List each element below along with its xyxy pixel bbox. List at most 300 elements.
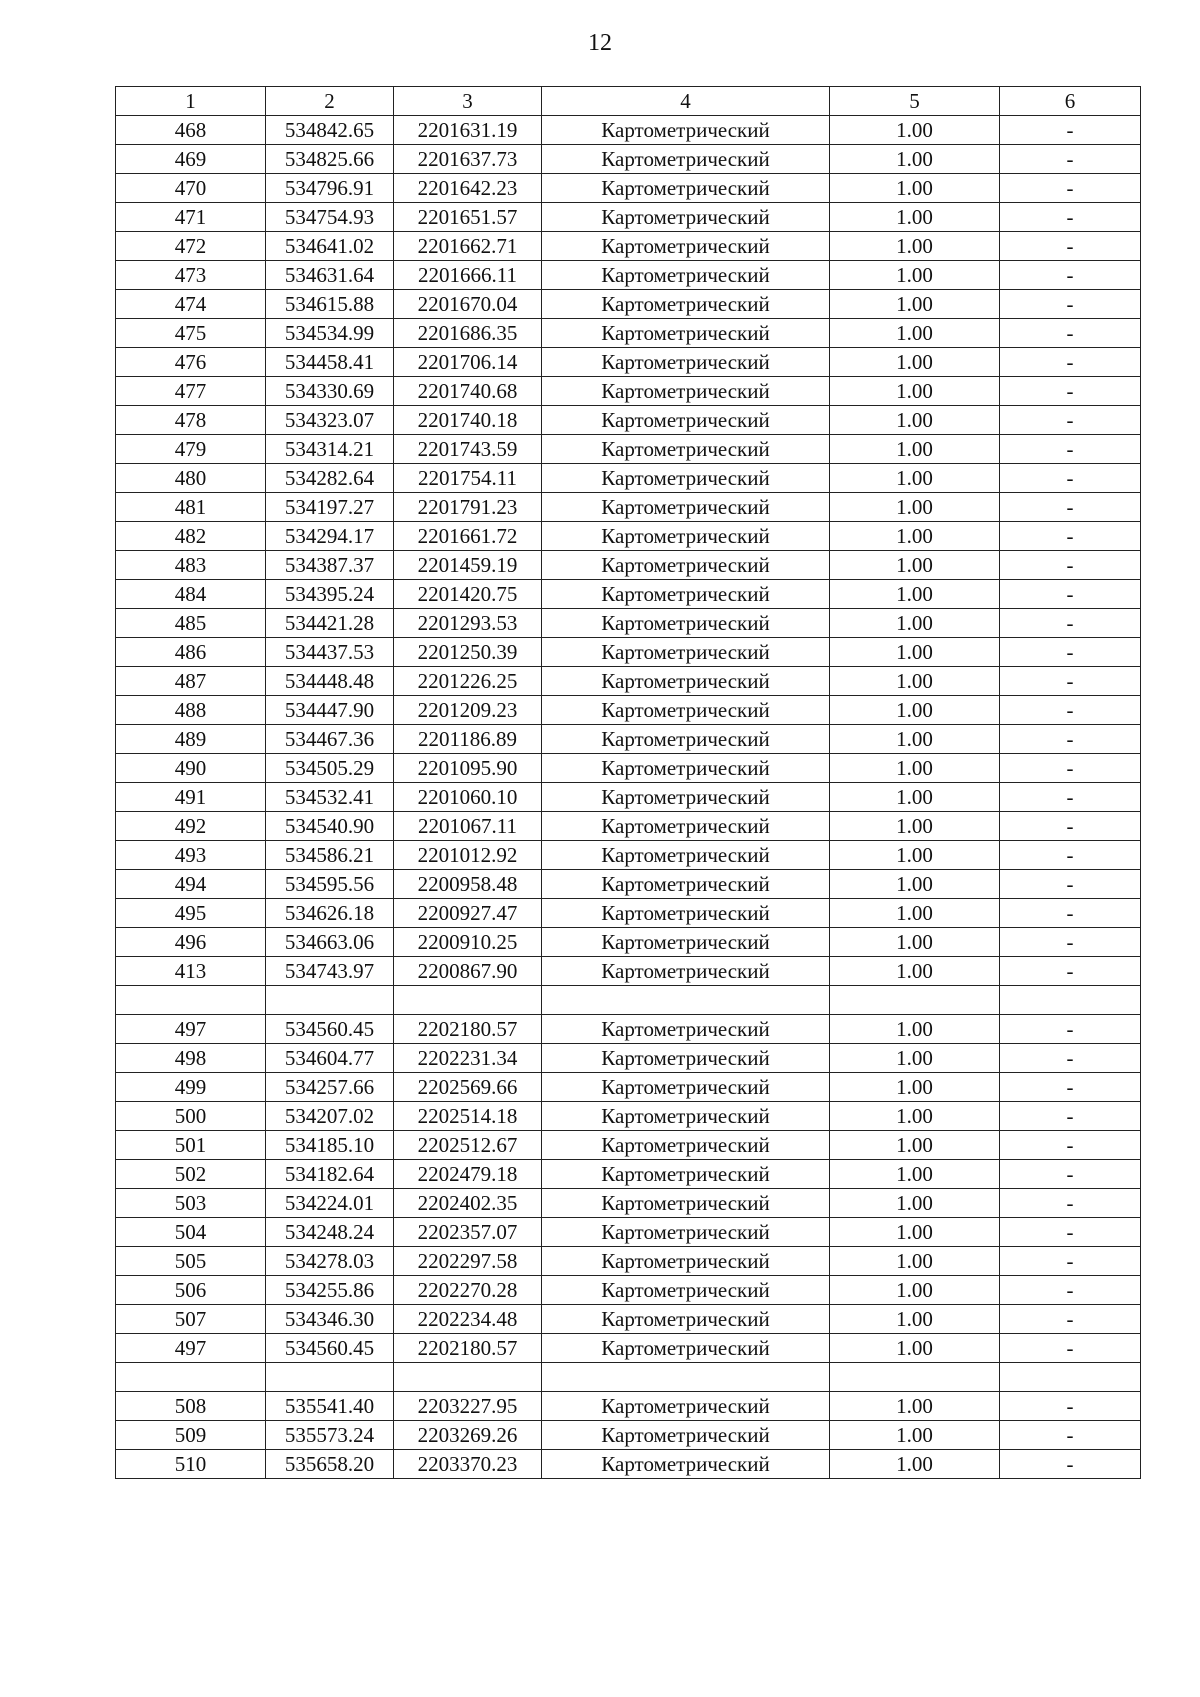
method-cell: Картометрический bbox=[542, 551, 830, 580]
x-coordinate-cell: 534467.36 bbox=[266, 725, 394, 754]
method-cell: Картометрический bbox=[542, 754, 830, 783]
point-number-cell: 478 bbox=[116, 406, 266, 435]
x-coordinate-cell: 534314.21 bbox=[266, 435, 394, 464]
accuracy-cell: 1.00 bbox=[830, 116, 1000, 145]
y-coordinate-cell: 2201420.75 bbox=[394, 580, 542, 609]
point-number-cell: 490 bbox=[116, 754, 266, 783]
accuracy-cell: 1.00 bbox=[830, 464, 1000, 493]
accuracy-cell: 1.00 bbox=[830, 812, 1000, 841]
method-cell: Картометрический bbox=[542, 1044, 830, 1073]
accuracy-cell: 1.00 bbox=[830, 957, 1000, 986]
table-row bbox=[116, 1044, 1141, 1073]
point-number-cell: 498 bbox=[116, 1044, 266, 1073]
table-row bbox=[116, 638, 1141, 667]
y-coordinate-cell: 2202297.58 bbox=[394, 1247, 542, 1276]
point-number-cell: 503 bbox=[116, 1189, 266, 1218]
table-row bbox=[116, 464, 1141, 493]
accuracy-cell: 1.00 bbox=[830, 1044, 1000, 1073]
method-cell: Картометрический bbox=[542, 203, 830, 232]
point-number-cell: 501 bbox=[116, 1131, 266, 1160]
y-coordinate-cell: 2202357.07 bbox=[394, 1218, 542, 1247]
accuracy-cell: 1.00 bbox=[830, 261, 1000, 290]
table-row bbox=[116, 174, 1141, 203]
point-number-cell: 472 bbox=[116, 232, 266, 261]
point-number-cell: 487 bbox=[116, 667, 266, 696]
x-coordinate-cell: 534825.66 bbox=[266, 145, 394, 174]
y-coordinate-cell: 2201250.39 bbox=[394, 638, 542, 667]
method-cell: Картометрический bbox=[542, 522, 830, 551]
header-cell-3: 3 bbox=[394, 87, 542, 116]
table-row bbox=[116, 725, 1141, 754]
description-cell: - bbox=[1000, 870, 1141, 899]
point-number-cell: 499 bbox=[116, 1073, 266, 1102]
accuracy-cell: 1.00 bbox=[830, 1305, 1000, 1334]
description-cell: - bbox=[1000, 319, 1141, 348]
point-number-cell: 500 bbox=[116, 1102, 266, 1131]
method-cell: Картометрический bbox=[542, 377, 830, 406]
y-coordinate-cell: 2200867.90 bbox=[394, 957, 542, 986]
method-cell: Картометрический bbox=[542, 638, 830, 667]
method-cell: Картометрический bbox=[542, 580, 830, 609]
y-coordinate-cell: 2202270.28 bbox=[394, 1276, 542, 1305]
method-cell: Картометрический bbox=[542, 1305, 830, 1334]
description-cell: - bbox=[1000, 928, 1141, 957]
y-coordinate-cell: 2201642.23 bbox=[394, 174, 542, 203]
point-number-cell: 508 bbox=[116, 1392, 266, 1421]
x-coordinate-cell: 534586.21 bbox=[266, 841, 394, 870]
y-coordinate-cell: 2203227.95 bbox=[394, 1392, 542, 1421]
point-number-cell: 470 bbox=[116, 174, 266, 203]
description-cell: - bbox=[1000, 1073, 1141, 1102]
table-row bbox=[116, 522, 1141, 551]
accuracy-cell: 1.00 bbox=[830, 899, 1000, 928]
description-cell: - bbox=[1000, 551, 1141, 580]
point-number-cell: 493 bbox=[116, 841, 266, 870]
y-coordinate-cell: 2203370.23 bbox=[394, 1450, 542, 1479]
table-row bbox=[116, 406, 1141, 435]
point-number-cell: 477 bbox=[116, 377, 266, 406]
y-coordinate-cell: 2203269.26 bbox=[394, 1421, 542, 1450]
table-header bbox=[116, 87, 1141, 116]
point-number-cell: 489 bbox=[116, 725, 266, 754]
table-row bbox=[116, 957, 1141, 986]
description-cell: - bbox=[1000, 725, 1141, 754]
description-cell: - bbox=[1000, 1276, 1141, 1305]
description-cell: - bbox=[1000, 348, 1141, 377]
y-coordinate-cell: 2201686.35 bbox=[394, 319, 542, 348]
x-coordinate-cell: 535573.24 bbox=[266, 1421, 394, 1450]
table-row bbox=[116, 493, 1141, 522]
point-number-cell: 496 bbox=[116, 928, 266, 957]
point-number-cell: 476 bbox=[116, 348, 266, 377]
description-cell: - bbox=[1000, 1102, 1141, 1131]
description-cell: - bbox=[1000, 812, 1141, 841]
point-number-cell: 494 bbox=[116, 870, 266, 899]
accuracy-cell: 1.00 bbox=[830, 203, 1000, 232]
point-number-cell: 510 bbox=[116, 1450, 266, 1479]
table-row bbox=[116, 1189, 1141, 1218]
y-coordinate-cell: 2201740.18 bbox=[394, 406, 542, 435]
method-cell: Картометрический bbox=[542, 1421, 830, 1450]
point-number-cell: 497 bbox=[116, 1334, 266, 1363]
point-number-cell: 473 bbox=[116, 261, 266, 290]
table-row bbox=[116, 203, 1141, 232]
x-coordinate-cell: 534796.91 bbox=[266, 174, 394, 203]
point-number-cell: 475 bbox=[116, 319, 266, 348]
y-coordinate-cell: 2202569.66 bbox=[394, 1073, 542, 1102]
method-cell: Картометрический bbox=[542, 725, 830, 754]
point-number-cell: 492 bbox=[116, 812, 266, 841]
accuracy-cell: 1.00 bbox=[830, 522, 1000, 551]
description-cell: - bbox=[1000, 290, 1141, 319]
x-coordinate-cell: 534631.64 bbox=[266, 261, 394, 290]
table-row bbox=[116, 812, 1141, 841]
point-number-cell: 486 bbox=[116, 638, 266, 667]
x-coordinate-cell: 534448.48 bbox=[266, 667, 394, 696]
table-row bbox=[116, 986, 1141, 1015]
method-cell: Картометрический bbox=[542, 812, 830, 841]
x-coordinate-cell: 534346.30 bbox=[266, 1305, 394, 1334]
description-cell: - bbox=[1000, 1160, 1141, 1189]
method-cell: Картометрический bbox=[542, 261, 830, 290]
point-number-cell: 506 bbox=[116, 1276, 266, 1305]
y-coordinate-cell: 2201226.25 bbox=[394, 667, 542, 696]
table-row bbox=[116, 754, 1141, 783]
description-cell: - bbox=[1000, 377, 1141, 406]
y-coordinate-cell: 2201012.92 bbox=[394, 841, 542, 870]
x-coordinate-cell: 534387.37 bbox=[266, 551, 394, 580]
table-row bbox=[116, 319, 1141, 348]
x-coordinate-cell: 534447.90 bbox=[266, 696, 394, 725]
table-row bbox=[116, 1015, 1141, 1044]
accuracy-cell: 1.00 bbox=[830, 232, 1000, 261]
description-cell: - bbox=[1000, 1450, 1141, 1479]
y-coordinate-cell: 2202231.34 bbox=[394, 1044, 542, 1073]
accuracy-cell: 1.00 bbox=[830, 928, 1000, 957]
method-cell: Картометрический bbox=[542, 1015, 830, 1044]
table-body bbox=[116, 116, 1141, 1479]
table-row bbox=[116, 261, 1141, 290]
y-coordinate-cell: 2200958.48 bbox=[394, 870, 542, 899]
table-row bbox=[116, 609, 1141, 638]
y-coordinate-cell bbox=[394, 1363, 542, 1392]
y-coordinate-cell: 2201651.57 bbox=[394, 203, 542, 232]
method-cell: Картометрический bbox=[542, 464, 830, 493]
point-number-cell: 481 bbox=[116, 493, 266, 522]
accuracy-cell: 1.00 bbox=[830, 1102, 1000, 1131]
description-cell: - bbox=[1000, 435, 1141, 464]
method-cell: Картометрический bbox=[542, 1102, 830, 1131]
description-cell: - bbox=[1000, 638, 1141, 667]
method-cell: Картометрический bbox=[542, 319, 830, 348]
description-cell: - bbox=[1000, 522, 1141, 551]
table-row bbox=[116, 667, 1141, 696]
table-row bbox=[116, 1392, 1141, 1421]
x-coordinate-cell: 534534.99 bbox=[266, 319, 394, 348]
x-coordinate-cell: 534207.02 bbox=[266, 1102, 394, 1131]
table-row bbox=[116, 783, 1141, 812]
accuracy-cell: 1.00 bbox=[830, 551, 1000, 580]
accuracy-cell: 1.00 bbox=[830, 1450, 1000, 1479]
table-row bbox=[116, 348, 1141, 377]
description-cell: - bbox=[1000, 493, 1141, 522]
description-cell: - bbox=[1000, 261, 1141, 290]
table-row bbox=[116, 1450, 1141, 1479]
y-coordinate-cell: 2201293.53 bbox=[394, 609, 542, 638]
method-cell: Картометрический bbox=[542, 667, 830, 696]
method-cell: Картометрический bbox=[542, 1131, 830, 1160]
accuracy-cell: 1.00 bbox=[830, 174, 1000, 203]
x-coordinate-cell: 534754.93 bbox=[266, 203, 394, 232]
point-number-cell: 485 bbox=[116, 609, 266, 638]
method-cell: Картометрический bbox=[542, 696, 830, 725]
x-coordinate-cell: 534257.66 bbox=[266, 1073, 394, 1102]
point-number-cell: 504 bbox=[116, 1218, 266, 1247]
point-number-cell: 469 bbox=[116, 145, 266, 174]
description-cell: - bbox=[1000, 841, 1141, 870]
point-number-cell: 488 bbox=[116, 696, 266, 725]
accuracy-cell: 1.00 bbox=[830, 580, 1000, 609]
description-cell: - bbox=[1000, 696, 1141, 725]
header-cell-4: 4 bbox=[542, 87, 830, 116]
point-number-cell: 483 bbox=[116, 551, 266, 580]
accuracy-cell: 1.00 bbox=[830, 406, 1000, 435]
accuracy-cell: 1.00 bbox=[830, 1189, 1000, 1218]
x-coordinate-cell: 534182.64 bbox=[266, 1160, 394, 1189]
description-cell: - bbox=[1000, 1218, 1141, 1247]
x-coordinate-cell: 534663.06 bbox=[266, 928, 394, 957]
accuracy-cell: 1.00 bbox=[830, 609, 1000, 638]
point-number-cell: 484 bbox=[116, 580, 266, 609]
method-cell: Картометрический bbox=[542, 1160, 830, 1189]
description-cell: - bbox=[1000, 1305, 1141, 1334]
method-cell: Картометрический bbox=[542, 1276, 830, 1305]
x-coordinate-cell: 534395.24 bbox=[266, 580, 394, 609]
point-number-cell: 471 bbox=[116, 203, 266, 232]
table-row bbox=[116, 899, 1141, 928]
point-number-cell: 480 bbox=[116, 464, 266, 493]
method-cell: Картометрический bbox=[542, 145, 830, 174]
y-coordinate-cell: 2202402.35 bbox=[394, 1189, 542, 1218]
table-row bbox=[116, 841, 1141, 870]
accuracy-cell: 1.00 bbox=[830, 1015, 1000, 1044]
table-row bbox=[116, 1305, 1141, 1334]
point-number-cell: 482 bbox=[116, 522, 266, 551]
y-coordinate-cell: 2201754.11 bbox=[394, 464, 542, 493]
x-coordinate-cell: 534641.02 bbox=[266, 232, 394, 261]
description-cell: - bbox=[1000, 580, 1141, 609]
accuracy-cell: 1.00 bbox=[830, 870, 1000, 899]
description-cell: - bbox=[1000, 145, 1141, 174]
accuracy-cell: 1.00 bbox=[830, 1073, 1000, 1102]
x-coordinate-cell: 534560.45 bbox=[266, 1334, 394, 1363]
method-cell: Картометрический bbox=[542, 1073, 830, 1102]
table-row bbox=[116, 928, 1141, 957]
point-number-cell: 468 bbox=[116, 116, 266, 145]
y-coordinate-cell: 2201459.19 bbox=[394, 551, 542, 580]
x-coordinate-cell: 534330.69 bbox=[266, 377, 394, 406]
x-coordinate-cell: 534255.86 bbox=[266, 1276, 394, 1305]
y-coordinate-cell: 2200927.47 bbox=[394, 899, 542, 928]
header-row bbox=[116, 87, 1141, 116]
table-row bbox=[116, 116, 1141, 145]
table-row bbox=[116, 1131, 1141, 1160]
table-row bbox=[116, 435, 1141, 464]
description-cell: - bbox=[1000, 232, 1141, 261]
y-coordinate-cell: 2202234.48 bbox=[394, 1305, 542, 1334]
accuracy-cell: 1.00 bbox=[830, 638, 1000, 667]
y-coordinate-cell: 2201067.11 bbox=[394, 812, 542, 841]
method-cell: Картометрический bbox=[542, 870, 830, 899]
method-cell: Картометрический bbox=[542, 1218, 830, 1247]
x-coordinate-cell: 534185.10 bbox=[266, 1131, 394, 1160]
description-cell bbox=[1000, 1363, 1141, 1392]
header-cell-2: 2 bbox=[266, 87, 394, 116]
description-cell: - bbox=[1000, 1421, 1141, 1450]
method-cell: Картометрический bbox=[542, 899, 830, 928]
table-row bbox=[116, 290, 1141, 319]
y-coordinate-cell: 2201706.14 bbox=[394, 348, 542, 377]
method-cell: Картометрический bbox=[542, 435, 830, 464]
table-row bbox=[116, 232, 1141, 261]
method-cell: Картометрический bbox=[542, 493, 830, 522]
x-coordinate-cell: 534197.27 bbox=[266, 493, 394, 522]
x-coordinate-cell bbox=[266, 1363, 394, 1392]
method-cell: Картометрический bbox=[542, 116, 830, 145]
y-coordinate-cell: 2202512.67 bbox=[394, 1131, 542, 1160]
y-coordinate-cell: 2202180.57 bbox=[394, 1334, 542, 1363]
x-coordinate-cell: 534278.03 bbox=[266, 1247, 394, 1276]
description-cell: - bbox=[1000, 203, 1141, 232]
point-number-cell: 507 bbox=[116, 1305, 266, 1334]
x-coordinate-cell: 534540.90 bbox=[266, 812, 394, 841]
y-coordinate-cell: 2201095.90 bbox=[394, 754, 542, 783]
accuracy-cell bbox=[830, 1363, 1000, 1392]
accuracy-cell: 1.00 bbox=[830, 696, 1000, 725]
y-coordinate-cell: 2202479.18 bbox=[394, 1160, 542, 1189]
accuracy-cell: 1.00 bbox=[830, 348, 1000, 377]
x-coordinate-cell: 534323.07 bbox=[266, 406, 394, 435]
y-coordinate-cell: 2201060.10 bbox=[394, 783, 542, 812]
table-row bbox=[116, 1421, 1141, 1450]
accuracy-cell: 1.00 bbox=[830, 1218, 1000, 1247]
table-row bbox=[116, 551, 1141, 580]
accuracy-cell: 1.00 bbox=[830, 1276, 1000, 1305]
table-row bbox=[116, 377, 1141, 406]
y-coordinate-cell: 2201637.73 bbox=[394, 145, 542, 174]
point-number-cell bbox=[116, 1363, 266, 1392]
point-number-cell bbox=[116, 986, 266, 1015]
method-cell: Картометрический bbox=[542, 174, 830, 203]
description-cell bbox=[1000, 986, 1141, 1015]
x-coordinate-cell: 534421.28 bbox=[266, 609, 394, 638]
method-cell: Картометрический bbox=[542, 1392, 830, 1421]
point-number-cell: 479 bbox=[116, 435, 266, 464]
y-coordinate-cell: 2201631.19 bbox=[394, 116, 542, 145]
accuracy-cell: 1.00 bbox=[830, 667, 1000, 696]
y-coordinate-cell: 2201740.68 bbox=[394, 377, 542, 406]
table-row bbox=[116, 1276, 1141, 1305]
y-coordinate-cell: 2201209.23 bbox=[394, 696, 542, 725]
accuracy-cell: 1.00 bbox=[830, 435, 1000, 464]
x-coordinate-cell: 534282.64 bbox=[266, 464, 394, 493]
point-number-cell: 495 bbox=[116, 899, 266, 928]
description-cell: - bbox=[1000, 609, 1141, 638]
table-row bbox=[116, 1102, 1141, 1131]
method-cell: Картометрический bbox=[542, 1247, 830, 1276]
x-coordinate-cell: 534505.29 bbox=[266, 754, 394, 783]
description-cell: - bbox=[1000, 1189, 1141, 1218]
accuracy-cell: 1.00 bbox=[830, 1247, 1000, 1276]
point-number-cell: 474 bbox=[116, 290, 266, 319]
accuracy-cell: 1.00 bbox=[830, 1131, 1000, 1160]
description-cell: - bbox=[1000, 1044, 1141, 1073]
description-cell: - bbox=[1000, 754, 1141, 783]
description-cell: - bbox=[1000, 464, 1141, 493]
accuracy-cell: 1.00 bbox=[830, 1334, 1000, 1363]
y-coordinate-cell: 2201670.04 bbox=[394, 290, 542, 319]
method-cell: Картометрический bbox=[542, 1189, 830, 1218]
y-coordinate-cell: 2201791.23 bbox=[394, 493, 542, 522]
x-coordinate-cell: 535658.20 bbox=[266, 1450, 394, 1479]
x-coordinate-cell: 535541.40 bbox=[266, 1392, 394, 1421]
x-coordinate-cell: 534294.17 bbox=[266, 522, 394, 551]
x-coordinate-cell: 534595.56 bbox=[266, 870, 394, 899]
description-cell: - bbox=[1000, 667, 1141, 696]
description-cell: - bbox=[1000, 899, 1141, 928]
y-coordinate-cell: 2201662.71 bbox=[394, 232, 542, 261]
point-number-cell: 491 bbox=[116, 783, 266, 812]
description-cell: - bbox=[1000, 957, 1141, 986]
description-cell: - bbox=[1000, 406, 1141, 435]
y-coordinate-cell: 2201666.11 bbox=[394, 261, 542, 290]
point-number-cell: 413 bbox=[116, 957, 266, 986]
accuracy-cell: 1.00 bbox=[830, 319, 1000, 348]
table-row bbox=[116, 1363, 1141, 1392]
method-cell: Картометрический bbox=[542, 957, 830, 986]
y-coordinate-cell: 2200910.25 bbox=[394, 928, 542, 957]
accuracy-cell: 1.00 bbox=[830, 1421, 1000, 1450]
accuracy-cell: 1.00 bbox=[830, 290, 1000, 319]
method-cell bbox=[542, 1363, 830, 1392]
accuracy-cell: 1.00 bbox=[830, 377, 1000, 406]
accuracy-cell: 1.00 bbox=[830, 145, 1000, 174]
y-coordinate-cell: 2202514.18 bbox=[394, 1102, 542, 1131]
table-row bbox=[116, 580, 1141, 609]
table-row bbox=[116, 1247, 1141, 1276]
method-cell: Картометрический bbox=[542, 841, 830, 870]
x-coordinate-cell: 534437.53 bbox=[266, 638, 394, 667]
table-row bbox=[116, 1334, 1141, 1363]
y-coordinate-cell: 2201743.59 bbox=[394, 435, 542, 464]
method-cell: Картометрический bbox=[542, 1450, 830, 1479]
header-cell-5: 5 bbox=[830, 87, 1000, 116]
page-number: 12 bbox=[588, 30, 612, 56]
point-number-cell: 509 bbox=[116, 1421, 266, 1450]
accuracy-cell: 1.00 bbox=[830, 1392, 1000, 1421]
table-row bbox=[116, 870, 1141, 899]
method-cell: Картометрический bbox=[542, 609, 830, 638]
point-number-cell: 502 bbox=[116, 1160, 266, 1189]
table-row bbox=[116, 1218, 1141, 1247]
header-cell-6: 6 bbox=[1000, 87, 1141, 116]
method-cell: Картометрический bbox=[542, 232, 830, 261]
description-cell: - bbox=[1000, 783, 1141, 812]
table-row bbox=[116, 1160, 1141, 1189]
x-coordinate-cell: 534532.41 bbox=[266, 783, 394, 812]
method-cell: Картометрический bbox=[542, 406, 830, 435]
accuracy-cell: 1.00 bbox=[830, 841, 1000, 870]
